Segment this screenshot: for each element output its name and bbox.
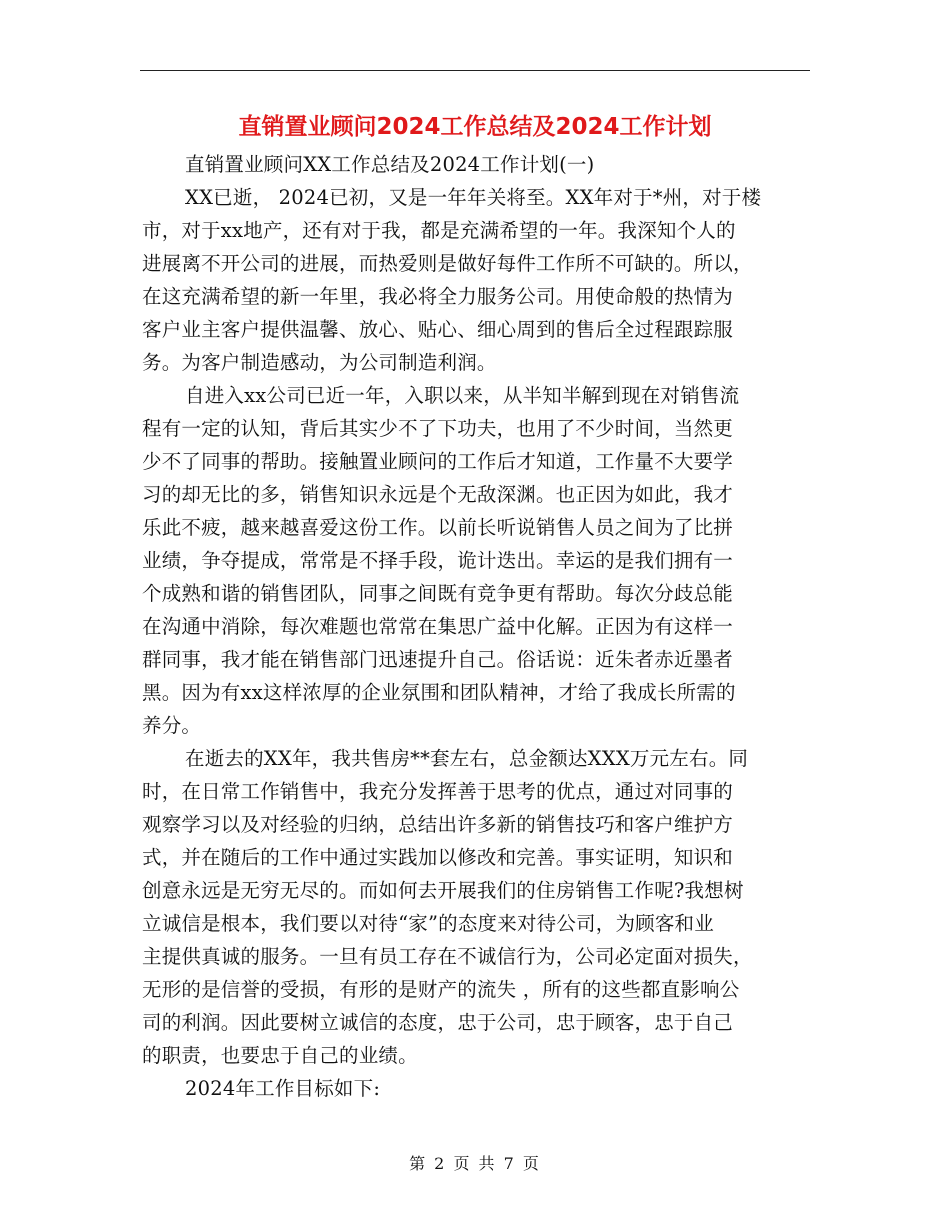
header-rule <box>140 70 810 71</box>
text-line: 业绩，争夺提成，常常是不择手段，诡计迭出。幸运的是我们拥有一 <box>142 549 734 572</box>
text-line: 少不了同事的帮助。接触置业顾问的工作后才知道，工作量不大要学 <box>142 450 734 473</box>
text-line: 群同事，我才能在销售部门迅速提升自己。俗话说：近朱者赤近墨者 <box>142 648 734 671</box>
text-line: 黑。因为有xx这样浓厚的企业氛围和团队精神，才给了我成长所需的 <box>142 681 736 704</box>
text-line: 务。为客户制造感动，为公司制造利润。 <box>142 351 497 374</box>
text-line: 创意永远是无穷无尽的。而如何去开展我们的住房销售工作呢?我想树 <box>142 879 744 902</box>
text-line: 习的却无比的多，销售知识永远是个无敌深渊。也正因为如此，我才 <box>142 483 734 506</box>
page-number: 第 2 页 共 7 页 <box>409 1154 541 1173</box>
text-line: 自进入xx公司已近一年，入职以来，从半知半解到现在对销售流 <box>185 384 740 407</box>
text-line: 司的利润。因此要树立诚信的态度，忠于公司，忠于顾客，忠于自己 <box>142 1011 734 1034</box>
text-line: 在沟通中消除，每次难题也常常在集思广益中化解。正因为有这样一 <box>142 615 734 638</box>
text-line: 客户业主客户提供温馨、放心、贴心、细心周到的售后全过程跟踪服 <box>142 318 734 341</box>
text-line: 立诚信是根本，我们要以对待“家”的态度来对待公司，为顾客和业 <box>142 912 714 935</box>
text-line: 进展离不开公司的进展，而热爱则是做好每件工作所不可缺的。所以， <box>142 252 753 275</box>
text-line: 在逝去的XX年，我共售房**套左右，总金额达XXX万元左右。同 <box>185 747 749 770</box>
text-line: 市，对于xx地产，还有对于我，都是充满希望的一年。我深知个人的 <box>142 219 736 242</box>
text-line: 程有一定的认知，背后其实少不了下功夫，也用了不少时间，当然更 <box>142 417 734 440</box>
text-line: 养分。 <box>142 714 202 737</box>
text-line: 无形的是信誉的受损，有形的是财产的流失 ，所有的这些都直影响公 <box>142 978 740 1001</box>
document-body <box>142 148 810 1105</box>
text-line: XX已逝， 2024已初，又是一年年关将至。XX年对于*州，对于楼 <box>185 186 762 209</box>
text-line: 时，在日常工作销售中，我充分发挥善于思考的优点，通过对同事的 <box>142 780 734 803</box>
document-title: 直销置业顾问2024工作总结及2024工作计划 <box>238 114 712 140</box>
text-line: 直销置业顾问XX工作总结及2024工作计划(一) <box>185 153 595 176</box>
text-line: 观察学习以及对经验的归纳，总结出许多新的销售技巧和客户维护方 <box>142 813 734 836</box>
text-line: 乐此不疲，越来越喜爱这份工作。以前长听说销售人员之间为了比拼 <box>142 516 734 539</box>
text-line: 2024年工作目标如下: <box>185 1077 381 1100</box>
text-line: 个成熟和谐的销售团队，同事之间既有竞争更有帮助。每次分歧总能 <box>142 582 734 605</box>
text-line: 的职责，也要忠于自己的业绩。 <box>142 1044 418 1067</box>
text-line: 式，并在随后的工作中通过实践加以修改和完善。事实证明，知识和 <box>142 846 734 869</box>
text-line: 主提供真诚的服务。一旦有员工存在不诚信行为，公司必定面对损失， <box>142 945 753 968</box>
text-line: 在这充满希望的新一年里，我必将全力服务公司。用使命般的热情为 <box>142 285 734 308</box>
